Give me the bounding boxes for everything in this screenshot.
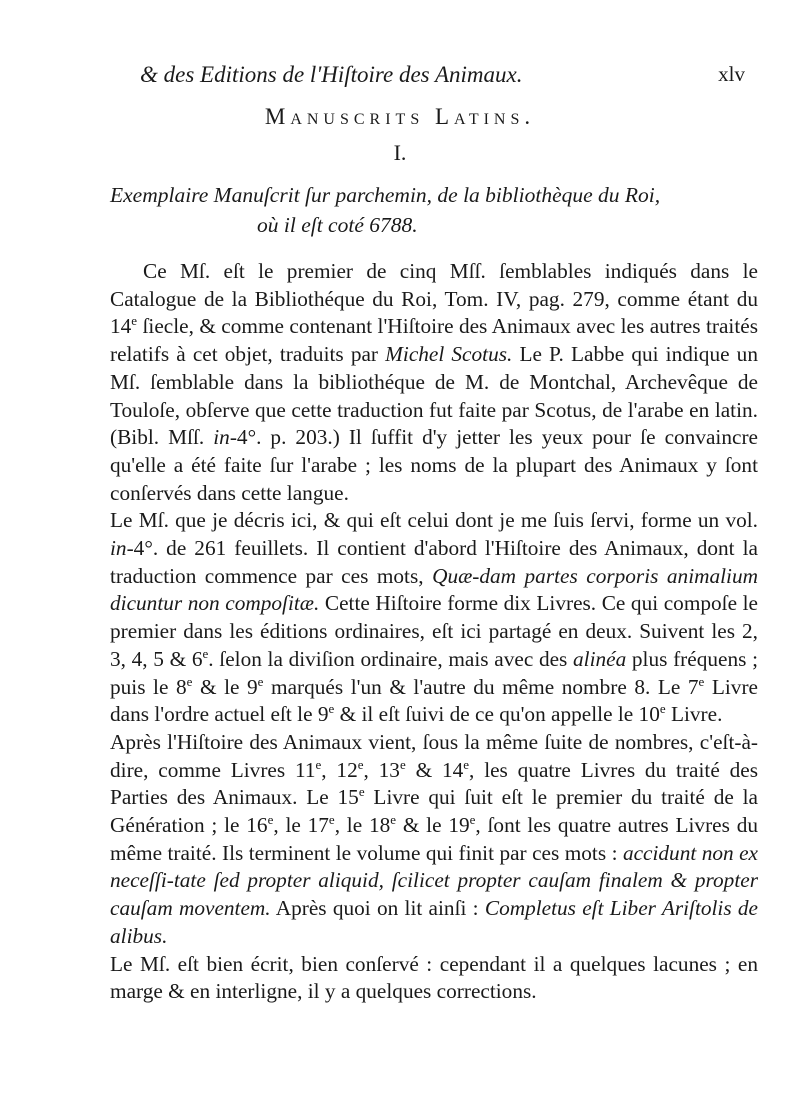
italic-run: alinéa [573,646,627,671]
superscript: e [357,756,364,772]
text-run: , 12 [321,757,358,782]
text-run: , ſont les quatre autres Livres du même traité. Ils terminent le volume qui finit par ces mots : [110,813,758,865]
text-run: Le Mſ. eſt bien écrit, bien conſervé : cependant il a quelques lacunes ; en marge & en interligne, il y a quelques corrections. [110,951,758,1004]
text-run: . ſelon la diviſion ordinaire, mais avec des [208,646,573,671]
superscript: e [469,811,476,827]
superscript: e [328,811,335,827]
text-run: plus fréquens ; puis le 8 [110,646,758,699]
text-run: & 14 [405,757,464,782]
italic-run: in [110,536,127,561]
superscript: e [659,701,666,717]
manuscript-subheading [110,180,790,240]
superscript: e [131,313,138,329]
paragraph [110,951,758,1006]
section-title: Manuscrits Latins. [264,104,536,129]
text-run: & le 19 [396,813,470,838]
text-run: , les quatre Livres du traité des Parties des Animaux. Le 15 [110,757,759,810]
subheading-line-1: Exemplaire Manuſcrit ſur parchemin, de la bibliothèque du Roi, [110,183,661,207]
superscript: e [267,811,274,827]
superscript: e [315,756,322,772]
text-run: & il eſt ſuivi de ce qu'on appelle le 10 [334,702,660,727]
text-run: Après quoi on lit ainſi : [270,896,485,921]
text-run: -4°. p. 203.) Il ſuffit d'y jetter les yeux pour ſe convaincre qu'elle a été faite ſur l'arabe ; les noms de la plupart des Animaux y ſont conſervés dans cette langue. [110,425,758,505]
superscript: e [257,673,264,689]
text-run: Ce Mſ. eſt le premier de cinq Mſſ. ſemblables indiqués dans le Catalogue de la Bibliothéque du Roi, Tom. IV, pag. 279, comme étant du 14 [110,259,758,339]
text-run: Le P. Labbe qui indique un Mſ. ſemblable dans la bibliothéque de M. de Montchal, Archevêque de Touloſe, obſerve que cette traduction fut faite par Scotus, de l'arabe en latin. (Bibl. Mſſ. [110,342,758,450]
text-run: , le 17 [273,813,329,838]
italic-run: accidunt non ex neceſſi-tate ſed propter aliquid, ſcilicet propter cauſam finalem & propter cauſam moventem. [110,840,758,921]
text-run: Cette Hiſtoire forme dix Livres. Ce qui compoſe le premier dans les éditions ordinaires, eſt ici partagé en deux. Suivent les 2, 3, 4, 5 & 6 [110,591,758,671]
superscript: e [186,673,193,689]
subheading-line-2: où il eſt coté 6788. [257,213,418,237]
text-run: -4°. de 261 feuillets. Il contient d'abord l'Hiſtoire des Animaux, dont la traduction commence par ces mots, [110,536,758,588]
paragraph [110,729,758,951]
text-run: Livre. [665,702,723,727]
text-run: Après l'Hiſtoire des Animaux vient, ſous la même ſuite de nombres, c'eſt-à-dire, comme Livres 11 [110,729,758,782]
text-run: Livre qui ſuit eſt le premier du traité de la Génération ; le 16 [110,785,758,838]
italic-run: in [213,425,230,450]
paragraph [110,258,758,507]
page-number: xlv [718,62,745,86]
section-number: I. [393,140,407,165]
text-run: Livre dans l'ordre actuel eſt le 9 [110,674,759,727]
text-run: , le 18 [334,813,391,838]
text-run: ſiecle, & comme contenant l'Hiſtoire des Animaux avec les autres traités relatifs à cet objet, traduits par [110,314,758,367]
superscript: e [698,673,705,689]
paragraph [110,507,758,729]
italic-run: Quæ-dam partes corporis animalium dicuntur non compoſitæ. [110,563,758,616]
text-run: marqués l'un & l'autre du même nombre 8. Le 7 [263,674,699,699]
text-run: & le 9 [192,674,258,699]
superscript: e [202,645,209,661]
superscript: e [390,811,397,827]
italic-run: Completus eſt Liber Ariſtolis de alibus. [110,896,758,948]
superscript: e [463,756,470,772]
italic-run: Michel Scotus. [385,342,513,367]
superscript: e [358,784,365,800]
superscript: e [328,701,335,717]
running-head-title: & des Editions de l'Hiſtoire des Animaux. [140,62,523,87]
text-run: Le Mſ. que je décris ici, & qui eſt celui dont je me ſuis ſervi, forme un vol. [110,508,758,533]
superscript: e [399,756,406,772]
text-run: , 13 [363,757,400,782]
body-text [110,258,758,1006]
